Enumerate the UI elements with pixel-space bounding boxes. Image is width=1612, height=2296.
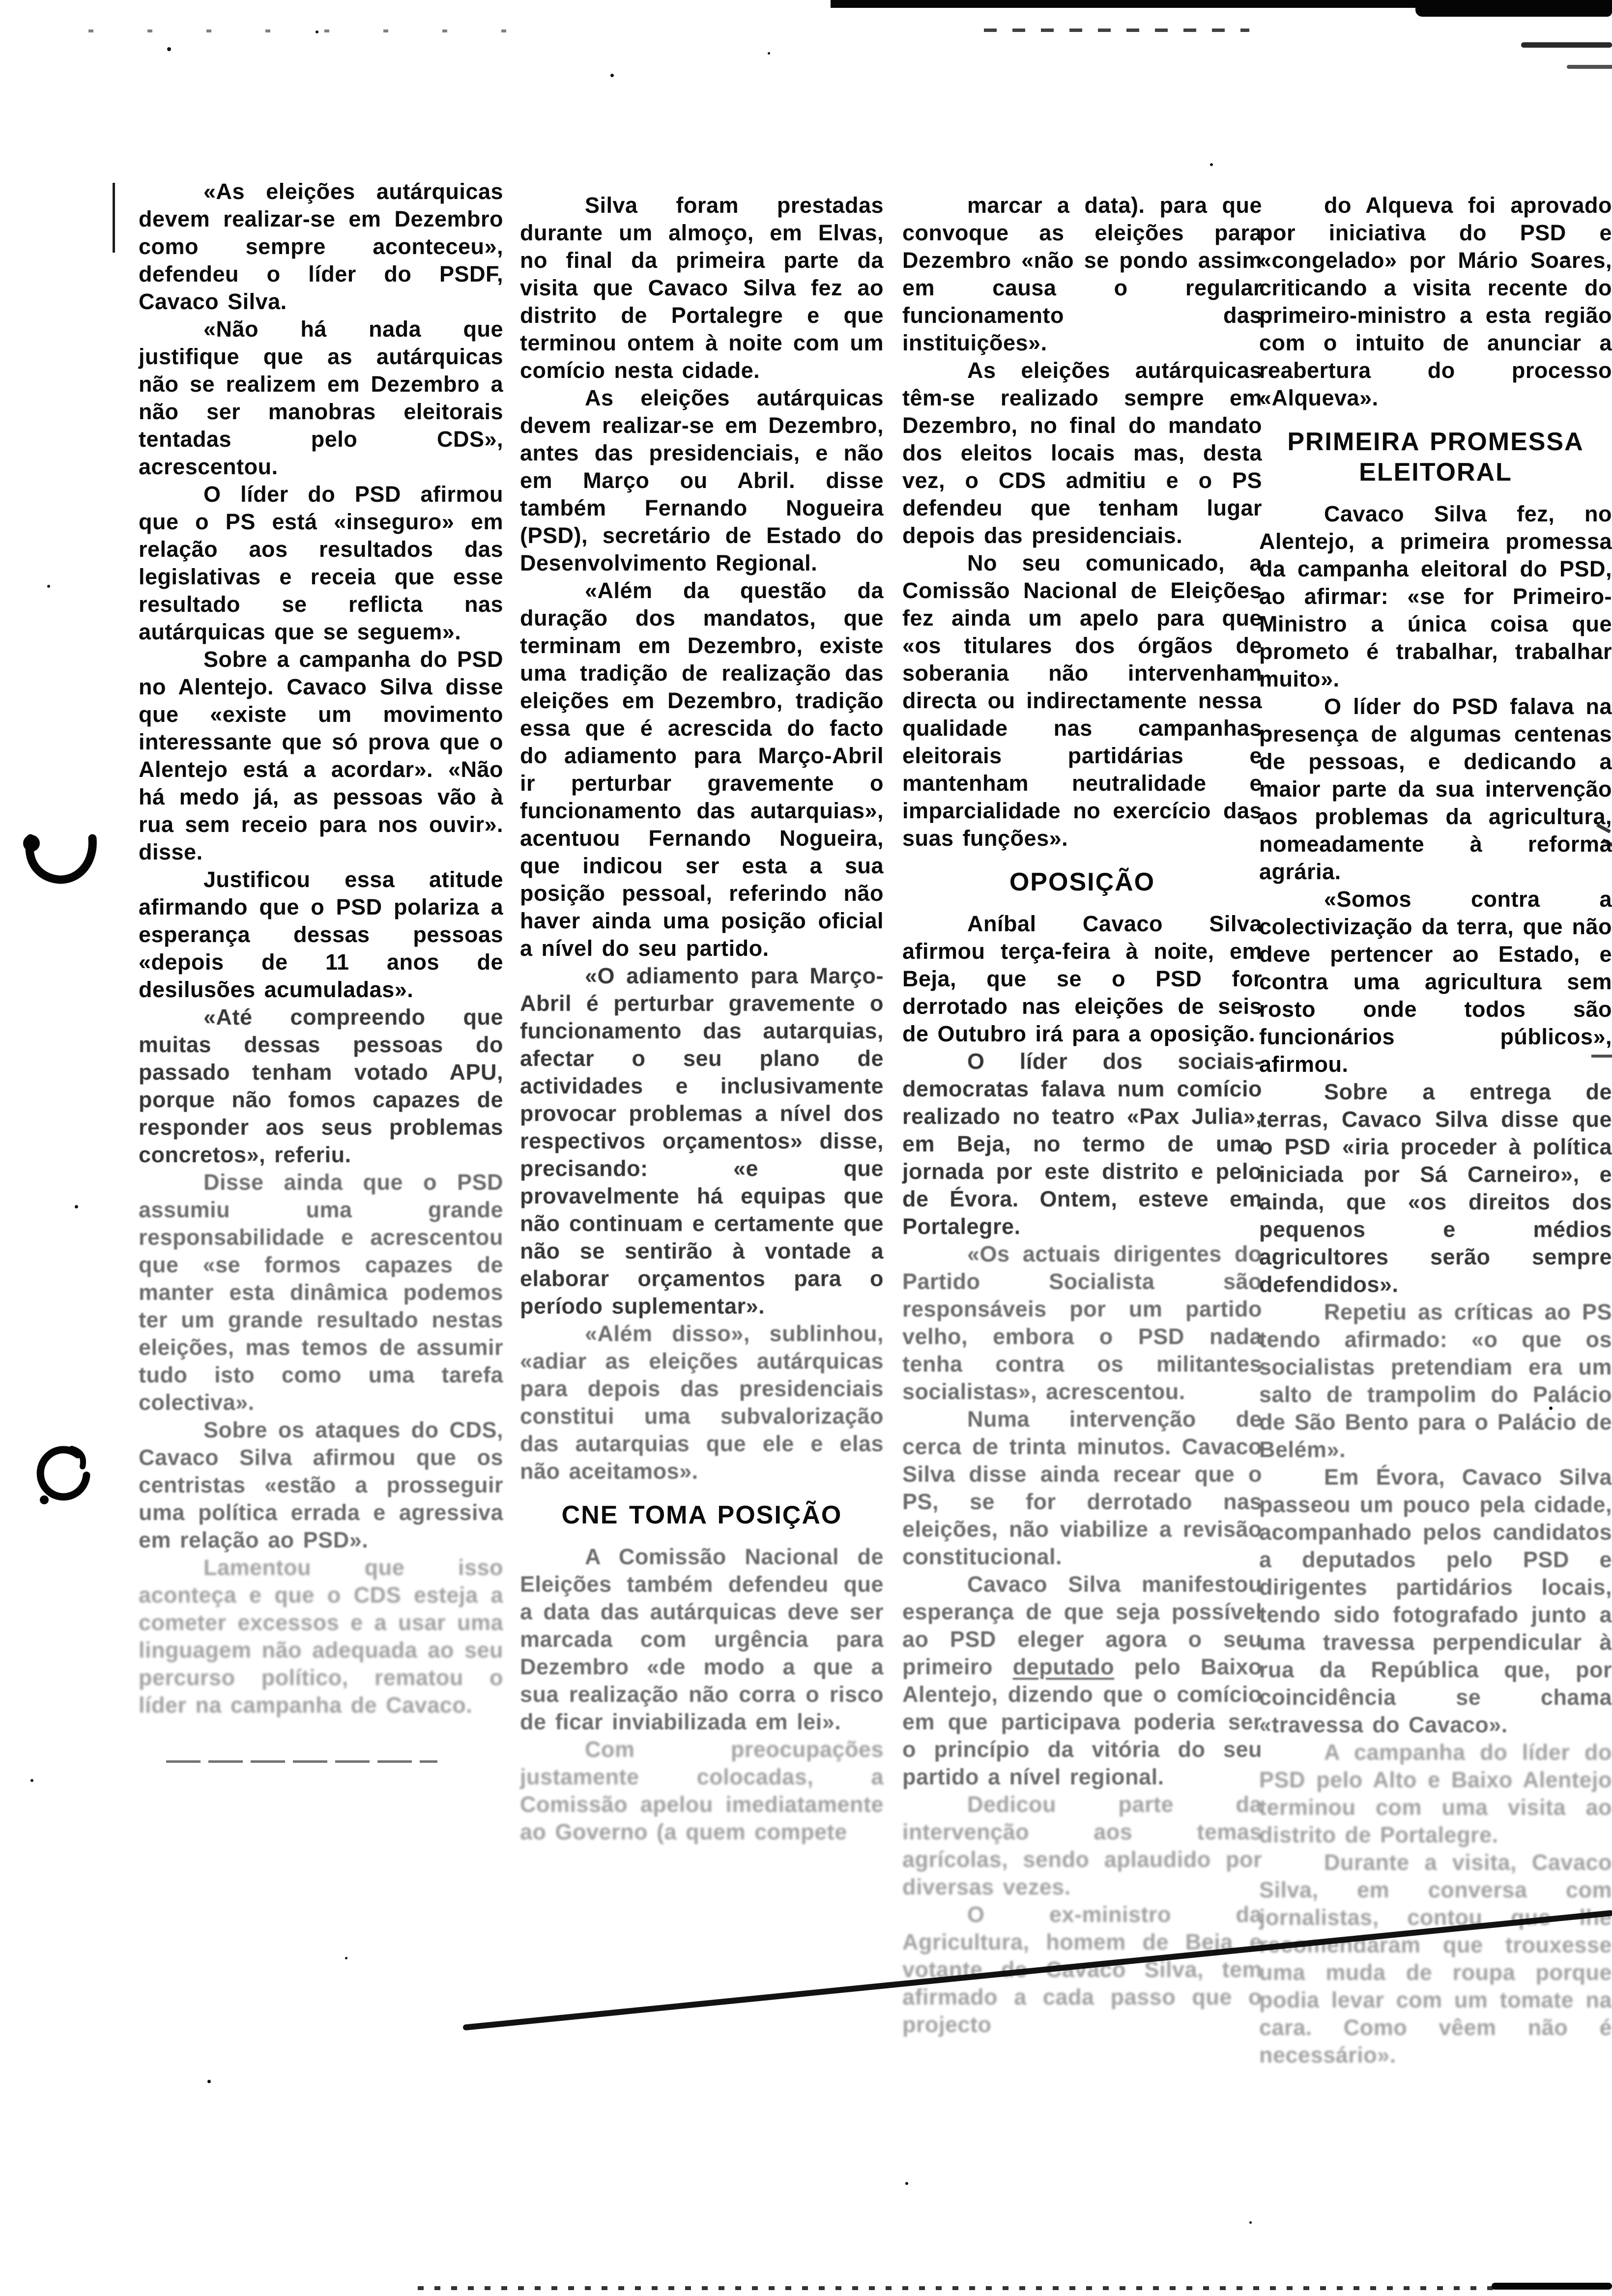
toner-speck: [768, 52, 770, 55]
article-paragraph: Justificou essa atitude afirmando que o PSD polariza a esperança dessas pessoas «depois de 11 anos de desilusões acumuladas».: [139, 867, 503, 1002]
article-paragraph: «O adiamento para Março-Abril é perturbar gravemente o funcionamento das autarquias, afectar o seu plano de actividades e inclusivamente provocar problemas a nível dos respectivos orçamentos» disse, precisando: «e que provavelmente há equipas que não continuam e certamente que não se sentirão à vontade a elaborar orçamentos para o período suplementar».: [520, 963, 884, 1319]
toner-speck: [345, 1957, 347, 1959]
article-paragraph: «Não há nada que justifique que as autárquicas não se realizem em Dezembro a não ser manobras eleitorais tentadas pelo CDS», acrescentou.: [139, 316, 503, 479]
article-paragraph: Dedicou parte da intervenção aos temas agrícolas, sendo aplaudido por diversas vezes.: [902, 1792, 1262, 1899]
article-paragraph: Silva foram prestadas durante um almoço, em Elvas, no final da primeira parte da visita que Cavaco Silva fez ao distrito de Portalegre e que terminou ontem à noite com um comício nesta cidade.: [520, 193, 884, 383]
article-paragraph: Em Évora, Cavaco Silva passeou um pouco pela cidade, acompanhado pelos candidatos a deputados pelo PSD e dirigentes partidários locais, tendo sido fotografado junto a uma travessa perpendicular à rua da República que, por coincidência se chama «travessa do Cavaco».: [1259, 1464, 1612, 1737]
toner-speck: [207, 2080, 211, 2083]
section-heading: OPOSIÇÃO: [1009, 868, 1155, 896]
article-paragraph: «Somos contra a colectivização da terra, que não deve pertencer ao Estado, e contra uma agricultura sem rosto onde todos são funcionários públicos», afirmou.: [1259, 887, 1612, 1077]
article-paragraph: O líder do PSD afirmou que o PS está «inseguro» em relação aos resultados das legislativas e receia que esse resultado se reflicta nas autárquicas que se seguem».: [139, 482, 503, 644]
toner-speck: [610, 74, 614, 77]
article-paragraph: Sobre os ataques do CDS, Cavaco Silva afirmou que os centristas «estão a prosseguir uma política errada e agressiva em relação ao PSD».: [139, 1417, 503, 1552]
article-paragraph: Disse ainda que o PSD assumiu uma grande responsabilidade e acrescentou que «se formos capazes de manter esta dinâmica podemos ter um grande resultado nestas eleições, mas temos de assumir tudo isto como uma tarefa colectiva».: [139, 1170, 503, 1415]
scan-bottom-right-smudge: [1492, 2283, 1612, 2290]
article-column-4: [1259, 192, 1612, 2069]
article-paragraph: marcar a data). para que convoque as eleições para Dezembro «não se pondo assim em causa o regular funcionamento das instituições».: [902, 193, 1262, 355]
pen-check-mark: [21, 829, 104, 892]
toner-speck: [167, 47, 171, 51]
toner-speck: [47, 585, 50, 588]
article-paragraph: «Até compreendo que muitas dessas pessoas do passado tenham votado APU, porque não fomos capazes de responder aos seus problemas concretos», referiu.: [139, 1004, 503, 1167]
article-paragraph: Cavaco Silva fez, no Alentejo, a primeira promessa da campanha eleitoral do PSD, ao afirmar: «se for Primeiro-Ministro a única coisa que prometo é trabalhar, trabalhar muito».: [1259, 501, 1612, 691]
article-paragraph: O ex-ministro da Agricultura, homem de Beja e votante de Cavaco Silva, tem afirmado a cada passo que o projecto: [902, 1902, 1262, 2037]
column1-end-rule: [166, 1760, 437, 1763]
toner-speck: [30, 1779, 33, 1782]
article-paragraph: A campanha do líder do PSD pelo Alto e Baixo Alentejo terminou com uma visita ao distrito de Portalegre.: [1259, 1740, 1612, 1847]
article-paragraph: Aníbal Cavaco Silva afirmou terça-feira à noite, em Beja, que se o PSD for derrotado nas eleições de seis de Outubro irá para a oposição.: [902, 911, 1262, 1046]
toner-speck: [1249, 2221, 1252, 2224]
article-paragraph: «Além disso», sublinhou, «adiar as eleições autárquicas para depois das presidenciais constitui uma subvalorização das autarquias que ele e elas não aceitamos».: [520, 1321, 884, 1484]
toner-speck: [75, 1205, 78, 1208]
article-paragraph: «Os actuais dirigentes do Partido Socialista são responsáveis por um partido velho, embora o PSD nada tenha contra os militantes socialistas», acrescentou.: [902, 1241, 1262, 1404]
article-paragraph: Repetiu as críticas ao PS tendo afirmado: «o que os socialistas pretendiam era um salto de trampolim do Palácio de São Bento para o Palácio de Belém».: [1259, 1299, 1612, 1462]
pen-loop-mark: [29, 1445, 96, 1511]
article-paragraph: As eleições autárquicas devem realizar-se em Dezembro, antes das presidenciais, e não em Março ou Abril. disse também Fernando Nogueira (PSD), secretário de Estado do Desenvolvimento Regional.: [520, 385, 884, 575]
article-column-1: [139, 178, 503, 1719]
article-paragraph: «Além da questão da duração dos mandatos, que terminam em Dezembro, existe uma tradição de realização das eleições em Dezembro, tradição essa que é acrescida do facto do adiamento para Março-Abril ir perturbar gravemente o funcionamento das autarquias», acentuou Fernando Nogueira, que indicou ser esta a sua posição pessoal, referindo não haver ainda uma posição oficial a nível do seu partido.: [520, 578, 884, 961]
article-paragraph: Numa intervenção de cerca de trinta minutos. Cavaco Silva disse ainda recear que o PS, se for derrotado nas eleições, não viabilize a revisão constitucional.: [902, 1406, 1262, 1569]
scan-edge-top-band-thick: [1415, 0, 1612, 17]
article-paragraph: Sobre a campanha do PSD no Alentejo. Cavaco Silva disse que «existe um movimento interessante que só prova que o Alentejo está a acordar». «Não há medo já, as pessoas vão à rua sem receio para nos ouvir». disse.: [139, 647, 503, 864]
article-paragraph: O líder dos sociais-democratas falava num comício realizado no teatro «Pax Julia», em Beja, no termo de uma jornada por este distrito e pelo de Évora. Ontem, esteve em Portalegre.: [902, 1049, 1262, 1239]
article-paragraph: do Alqueva foi aprovado por iniciativa do PSD e «congelado» por Mário Soares, criticando a visita recente do primeiro-ministro a esta região com o intuito de anunciar a reabertura do processo «Alqueva».: [1259, 193, 1612, 410]
toner-speck: [316, 30, 318, 33]
scan-top-dashed-line: [984, 29, 1249, 32]
toner-speck: [1210, 163, 1213, 166]
article-column-3: [902, 192, 1262, 2038]
section-heading: PRIMEIRA PROMESSA ELEITORAL: [1287, 428, 1584, 487]
scan-bottom-dotted-edge: [418, 2286, 1494, 2290]
article-paragraph: A Comissão Nacional de Eleições também defendeu que a data das autárquicas deve ser marcada com urgência para Dezembro «de modo a que a sua realização não corra o risco de ficar inviabilizada em lei».: [520, 1544, 884, 1734]
column-rule-fragment: [113, 183, 115, 253]
article-paragraph: No seu comunicado, a Comissão Nacional de Eleições fez ainda um apelo para que «os titulares dos órgãos de soberania não intervenham directa ou indirectamente nessa qualidade nas campanhas eleitorais partidárias e mantenham neutralidade e imparcialidade no exercício das suas funções».: [902, 550, 1262, 851]
article-paragraph: As eleições autárquicas têm-se realizado sempre em Dezembro, no final do mandato dos eleitos locais mas, desta vez, o CDS admitiu e o PS defendeu que tenham lugar depois das presidenciais.: [902, 358, 1262, 548]
underlined-word: deputado: [1012, 1654, 1115, 1679]
article-paragraph: «As eleições autárquicas devem realizar-se em Dezembro como sempre aconteceu», defendeu o líder do PSDF, Cavaco Silva.: [139, 179, 503, 314]
article-paragraph: O líder do PSD falava na presença de algumas centenas de pessoas, e dedicando a maior parte da sua intervenção aos problemas da agricultura, nomeadamente à reforma agrária.: [1259, 694, 1612, 884]
article-column-2: [520, 192, 884, 1846]
article-paragraph: Cavaco Silva manifestou esperança de que seja possível ao PSD eleger agora o seu primeiro deputado pelo Baixo Alentejo, dizendo que o comício em que participava poderia ser o princípio da vitória do seu partido a nível regional.: [902, 1572, 1262, 1789]
article-paragraph: Com preocupações justamente colocadas, a Comissão apelou imediatamente ao Governo (a quem compete: [520, 1737, 884, 1844]
toner-speck: [905, 2182, 908, 2185]
article-paragraph: Sobre a entrega de terras, Cavaco Silva disse que o PSD «iria proceder à política iniciada por Sá Carneiro», e ainda, que «os direitos dos pequenos e médios agricultores serão sempre defendidos».: [1259, 1079, 1612, 1297]
section-heading: CNE TOMA POSIÇÃO: [561, 1501, 842, 1529]
scan-top-right-mark: [1567, 65, 1612, 69]
article-paragraph: Lamentou que isso aconteça e que o CDS esteja a cometer excessos e a usar uma linguagem não adequada ao seu percurso político, rematou o líder na campanha de Cavaco.: [139, 1555, 503, 1718]
scan-top-right-mark: [1521, 42, 1612, 48]
scan-top-dotted-noise: [88, 29, 531, 32]
article-paragraph: Durante a visita, Cavaco Silva, em conversa com jornalistas, contou que lhe recomendaram que trouxesse uma muda de roupa porque podia levar com um tomate na cara. Como vêem não é necessário».: [1259, 1850, 1612, 2067]
